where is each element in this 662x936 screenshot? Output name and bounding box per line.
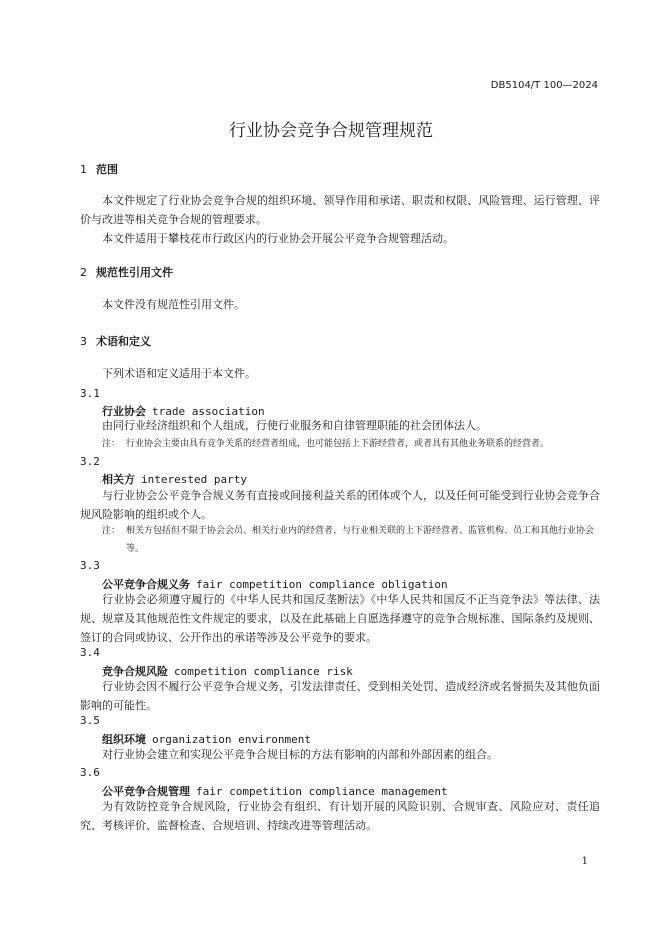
note-text: 行业协会主要由具有竞争关系的经营者组成，也可能包括上下游经营者，或者具有其他业务联系的经营者。: [126, 439, 550, 449]
term-cn: 公平竞争合规管理: [102, 785, 190, 798]
term-note: [102, 522, 600, 558]
section-heading-terms: [80, 333, 151, 349]
section-heading-normative-references: [80, 264, 173, 280]
term-number: 3.1: [80, 387, 100, 400]
term-cn: 竞争合规风险: [102, 665, 168, 678]
term-number: 3.6: [80, 766, 100, 779]
section-title: 范围: [96, 163, 118, 176]
term-cn: 行业协会: [102, 405, 146, 418]
term-definition: 由同行业经济组织和个人组成，行使行业服务和自律管理职能的社会团体法人。: [102, 419, 487, 432]
section-heading-scope: [80, 161, 118, 177]
paragraph: 本文件规定了行业协会竞争合规的组织环境、领导作用和承诺、职责和权限、风险管理、运行管理、评价与改进等相关竞争合规的管理要求。: [80, 194, 600, 226]
term-definition: 为有效防控竞争合规风险，行业协会有组织、有计划开展的风险识别、合规审查、风险应对、责任追究、考核评价、监督检查、合规培训、持续改进等管理活动。: [80, 800, 600, 832]
section-title: 术语和定义: [96, 335, 151, 348]
term-heading: [102, 471, 247, 487]
note-text: 相关方包括但不限于协会会员、相关行业内的经营者、与行业相关联的上下游经营者、监管机构、员工和其他行业协会等。: [126, 526, 595, 554]
term-cn: 相关方: [102, 473, 135, 486]
term-en: fair competition compliance obligation: [196, 578, 448, 591]
note-label: 注：: [102, 526, 121, 536]
term-number: 3.5: [80, 714, 100, 727]
term-definition: 行业协会必须遵守履行的《中华人民共和国反垄断法》《中华人民共和国反不正当竞争法》等法律、法规、规章及其他规范性文件规定的要求，以及在此基础上自愿选择遵守的竞争合规标准、国际条约及规则、签订的合同或协议、公开作出的承诺等涉及公平竞争的要求。: [80, 593, 600, 644]
term-en: fair competition compliance management: [196, 785, 448, 798]
section-number: 1: [80, 163, 87, 176]
section-number: 2: [80, 266, 87, 279]
term-cn: 公平竞争合规义务: [102, 578, 190, 591]
term-en: competition compliance risk: [174, 665, 353, 678]
term-definition: 与行业协会公平竞争合规义务有直接或间接利益关系的团体或个人，以及任何可能受到行业协会竞争合规风险影响的组织或个人。: [80, 489, 600, 521]
term-note: [102, 435, 600, 453]
term-number: 3.4: [80, 646, 100, 659]
term-definition: 行业协会因不履行公平竞争合规义务，引发法律责任、受到相关处罚、造成经济或名誉损失及其他负面影响的可能性。: [80, 680, 600, 712]
term-en: organization environment: [152, 733, 311, 746]
section-number: 3: [80, 335, 87, 348]
note-label: 注：: [102, 439, 121, 449]
term-en: trade association: [152, 405, 265, 418]
term-en: interested party: [141, 473, 247, 486]
term-number: 3.3: [80, 559, 100, 572]
section-title: 规范性引用文件: [96, 266, 173, 279]
page-title: 行业协会竞争合规管理规范: [229, 121, 433, 141]
page-number: 1: [581, 856, 588, 867]
term-definition: 对行业协会建立和实现公平竞争合规目标的方法有影响的内部和外部因素的组合。: [102, 748, 498, 761]
term-cn: 组织环境: [102, 733, 146, 746]
paragraph: 下列术语和定义适用于本文件。: [102, 367, 256, 380]
term-number: 3.2: [80, 455, 100, 468]
paragraph: 本文件适用于攀枝花市行政区内的行业协会开展公平竞争合规管理活动。: [102, 232, 454, 245]
paragraph: 本文件没有规范性引用文件。: [102, 298, 245, 311]
document-code: DB5104/T 100—2024: [490, 80, 598, 91]
